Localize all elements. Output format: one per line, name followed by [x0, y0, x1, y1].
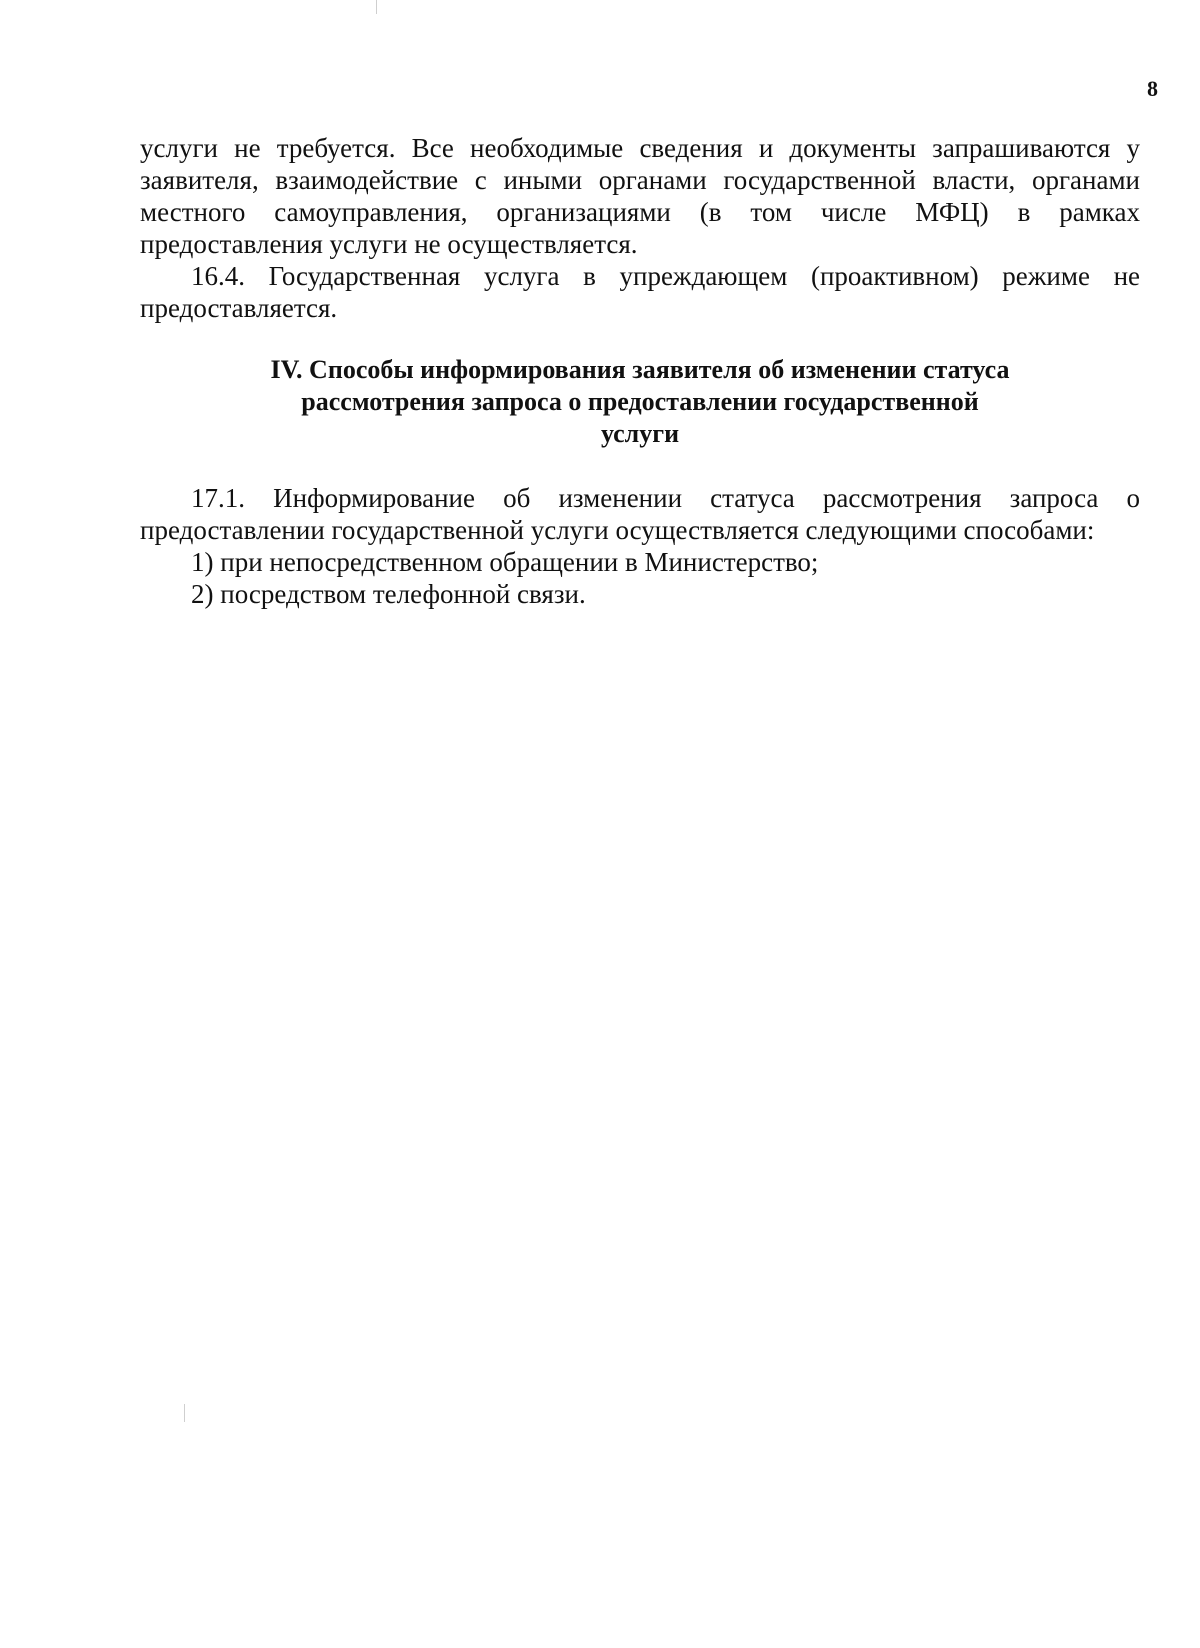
paragraph-16-4: 16.4. Государственная услуга в упреждающем (проактивном) режиме не предоставляется. — [140, 261, 1140, 323]
section-heading-line: IV. Способы информирования заявителя об изменении статуса — [270, 355, 1010, 384]
paragraph-17-1: 17.1. Информирование об изменении статуса рассмотрения запроса о предоставлении государственной услуги осуществляется следующими способами: — [140, 483, 1140, 545]
section-heading-line: услуги — [600, 419, 680, 448]
list-item: 1) при непосредственном обращении в Министерство; — [191, 547, 819, 577]
paragraph-continuation: услуги не требуется. Все необходимые сведения и документы запрашиваются у заявителя, взаимодействие с иными органами государственной власти, органами местного самоуправления, организациями (в том числе МФЦ) в рамках предоставления услуги не осуществляется. — [140, 133, 1140, 259]
document-body — [140, 132, 1140, 324]
page-number: 8 — [1147, 76, 1158, 101]
section-heading — [200, 354, 1080, 450]
section-body — [140, 482, 1140, 610]
scan-artifact-top — [376, 0, 377, 14]
list-item: 2) посредством телефонной связи. — [191, 579, 586, 609]
section-heading-line: рассмотрения запроса о предоставлении государственной — [301, 387, 979, 416]
scan-artifact-bottom — [184, 1404, 185, 1422]
